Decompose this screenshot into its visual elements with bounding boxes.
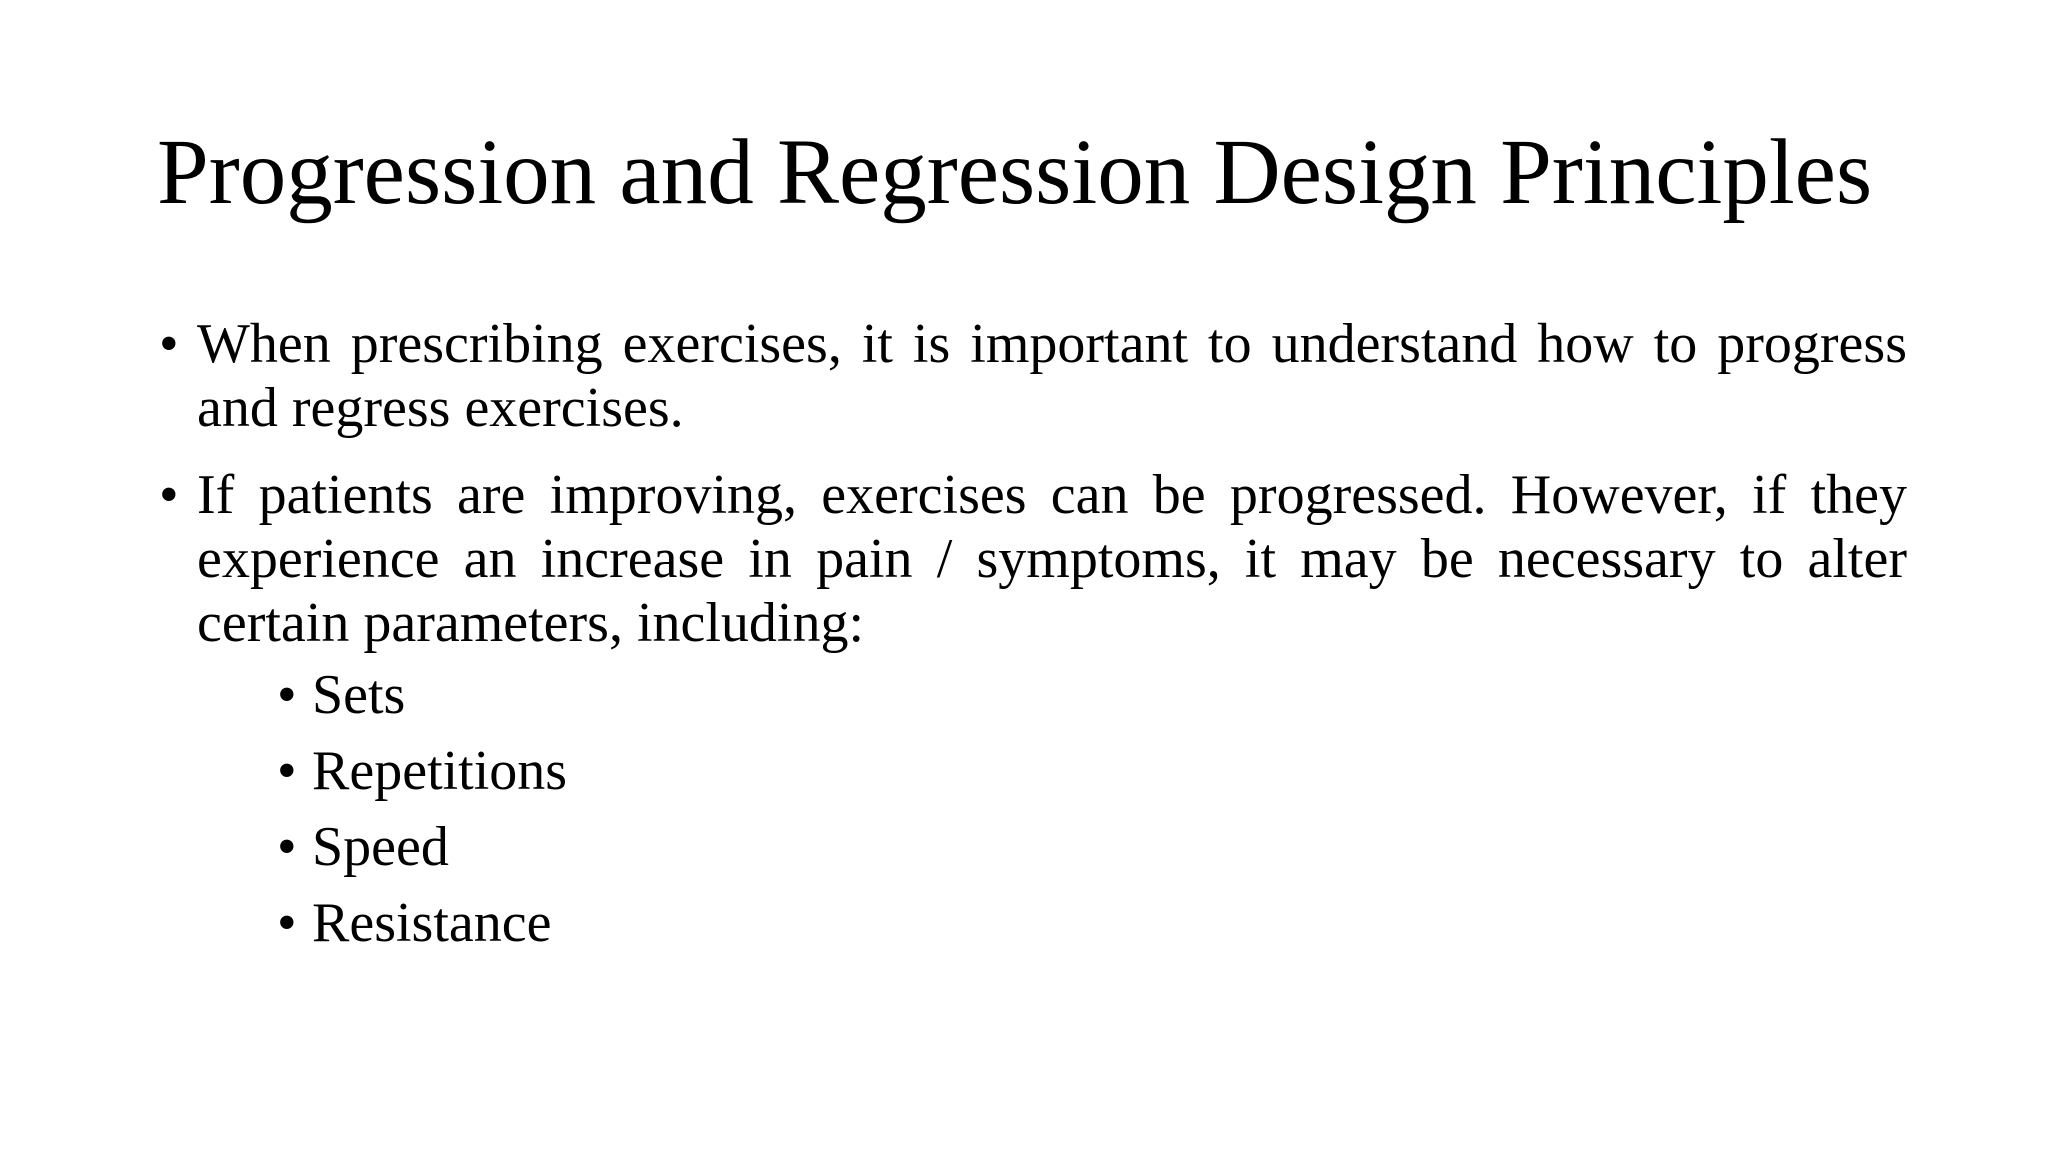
sub-bullet-item [197, 739, 1907, 803]
sub-bullet-text: Sets [312, 664, 406, 726]
sub-bullet-item [197, 815, 1907, 879]
bullet-text: If patients are improving, exercises can be progressed. However, if they experience an increase in pain / symptoms, it may be necessary to alter certain parameters, including: [197, 464, 1907, 654]
sub-bullet-text: Resistance [312, 892, 552, 954]
bullet-item [157, 312, 1907, 440]
bullet-list [157, 312, 1907, 978]
slide-title: Progression and Regression Design Principles [157, 121, 1873, 224]
sub-bullet-item [197, 891, 1907, 955]
sub-bullet-text: Speed [312, 816, 449, 878]
sub-bullet-text: Repetitions [312, 740, 568, 802]
bullet-item [157, 463, 1907, 955]
sub-bullet-list [197, 663, 1907, 955]
sub-bullet-item [197, 663, 1907, 727]
bullet-text: When prescribing exercises, it is important to understand how to progress and regress exercises. [197, 313, 1907, 439]
